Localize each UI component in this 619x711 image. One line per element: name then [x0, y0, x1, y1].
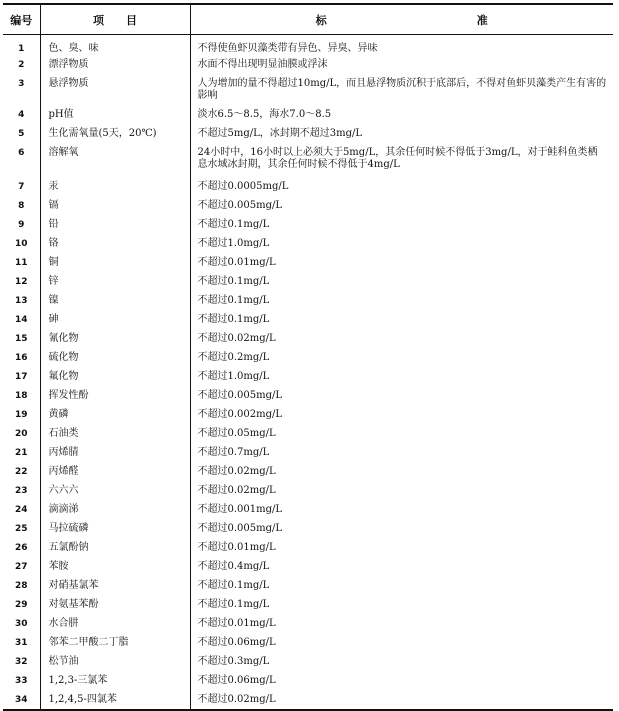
- table-row: [3, 105, 613, 124]
- row-item: 1,2,4,5-四氯苯: [40, 690, 190, 710]
- row-item: 铅: [40, 215, 190, 234]
- table-row: [3, 234, 613, 253]
- row-standard: 不超过0.005mg/L: [190, 196, 613, 215]
- row-standard: 不超过0.005mg/L: [190, 519, 613, 538]
- row-standard: 不超过0.01mg/L: [190, 253, 613, 272]
- row-item: 五氯酚钠: [40, 538, 190, 557]
- row-item: 铜: [40, 253, 190, 272]
- row-item: 对硝基氯苯: [40, 576, 190, 595]
- row-number: 15: [14, 334, 28, 344]
- table-row: [3, 614, 613, 633]
- table-row: [3, 462, 613, 481]
- table-row: [3, 329, 613, 348]
- row-number: 21: [14, 448, 28, 458]
- row-item: 镍: [40, 291, 190, 310]
- row-number: 8: [18, 201, 25, 211]
- row-item: 镉: [40, 196, 190, 215]
- table-row: [3, 386, 613, 405]
- row-standard: 不超过0.02mg/L: [190, 481, 613, 500]
- row-item: 生化需氧量(5天，20℃): [40, 124, 190, 143]
- row-item: 丙烯醛: [40, 462, 190, 481]
- table-row: [3, 143, 613, 177]
- row-number: 28: [14, 581, 28, 591]
- row-number: 29: [14, 600, 28, 610]
- row-standard: 不超过0.02mg/L: [190, 329, 613, 348]
- row-number: 34: [14, 695, 28, 705]
- row-number: 4: [18, 110, 25, 120]
- row-item: 氟化物: [40, 367, 190, 386]
- row-number: 1: [18, 44, 25, 54]
- row-item: 砷: [40, 310, 190, 329]
- row-number: 30: [14, 619, 28, 629]
- row-number: 14: [14, 315, 28, 325]
- table-row: [3, 519, 613, 538]
- row-standard: 不超过0.002mg/L: [190, 405, 613, 424]
- row-number: 24: [14, 505, 28, 515]
- table-row: [3, 481, 613, 500]
- row-number: 25: [14, 524, 28, 534]
- row-item: 马拉硫磷: [40, 519, 190, 538]
- table-row: [3, 538, 613, 557]
- table-row: [3, 35, 613, 56]
- table-row: [3, 348, 613, 367]
- row-standard: 不超过0.1mg/L: [190, 310, 613, 329]
- table-row: [3, 557, 613, 576]
- row-item: 氰化物: [40, 329, 190, 348]
- table-row: [3, 652, 613, 671]
- row-number: 5: [18, 129, 25, 139]
- row-item: pH值: [40, 105, 190, 124]
- row-standard: 不超过0.06mg/L: [190, 633, 613, 652]
- row-item: 黄磷: [40, 405, 190, 424]
- row-standard: 24小时中，16小时以上必须大于5mg/L，其余任何时候不得低于3mg/L，对于鲑科鱼类栖息水域冰封期，其余任何时候不得低于4mg/L: [190, 143, 613, 177]
- row-item: 挥发性酚: [40, 386, 190, 405]
- table-row: [3, 291, 613, 310]
- row-item: 锌: [40, 272, 190, 291]
- row-item: 漂浮物质: [40, 55, 190, 74]
- standards-table-wrapper: [3, 3, 613, 711]
- row-item: 石油类: [40, 424, 190, 443]
- row-standard: 不超过0.001mg/L: [190, 500, 613, 519]
- header-row: [3, 4, 613, 35]
- table-row: [3, 690, 613, 710]
- table-row: [3, 55, 613, 74]
- header-standard-right: 准: [476, 13, 488, 27]
- row-standard: 淡水6.5～8.5，海水7.0～8.5: [190, 105, 613, 124]
- row-number: 3: [18, 79, 25, 89]
- row-number: 23: [14, 486, 28, 496]
- row-item: 松节油: [40, 652, 190, 671]
- row-number: 11: [14, 258, 28, 268]
- row-standard: 不超过0.4mg/L: [190, 557, 613, 576]
- row-item: 溶解氧: [40, 143, 190, 177]
- row-number: 33: [14, 676, 28, 686]
- table-row: [3, 576, 613, 595]
- table-row: [3, 196, 613, 215]
- row-number: 26: [14, 543, 28, 553]
- row-number: 9: [18, 220, 25, 230]
- row-item: 滴滴涕: [40, 500, 190, 519]
- row-item: 铬: [40, 234, 190, 253]
- table-row: [3, 215, 613, 234]
- row-item: 水合肼: [40, 614, 190, 633]
- row-number: 31: [14, 638, 28, 648]
- row-standard: 不超过0.1mg/L: [190, 576, 613, 595]
- row-standard: 不超过0.005mg/L: [190, 386, 613, 405]
- row-standard: 不超过0.1mg/L: [190, 595, 613, 614]
- table-row: [3, 310, 613, 329]
- row-number: 18: [14, 391, 28, 401]
- header-standard: [190, 4, 613, 35]
- row-standard: 人为增加的量不得超过10mg/L，而且悬浮物质沉积于底部后，不得对鱼虾贝藻类产生有害的影响: [190, 74, 613, 105]
- table-row: [3, 124, 613, 143]
- row-number: 22: [14, 467, 28, 477]
- table-row: [3, 443, 613, 462]
- table-row: [3, 671, 613, 690]
- row-standard: 不超过0.0005mg/L: [190, 177, 613, 196]
- row-number: 6: [18, 148, 25, 158]
- row-number: 19: [14, 410, 28, 420]
- row-standard: 不超过0.2mg/L: [190, 348, 613, 367]
- row-standard: 不超过0.01mg/L: [190, 614, 613, 633]
- row-standard: 不超过1.0mg/L: [190, 234, 613, 253]
- row-standard: 不超过0.05mg/L: [190, 424, 613, 443]
- table-row: [3, 405, 613, 424]
- row-number: 27: [14, 562, 28, 572]
- row-number: 20: [14, 429, 28, 439]
- row-standard: 不得使鱼虾贝藻类带有异色、异臭、异味: [190, 35, 613, 56]
- table-row: [3, 253, 613, 272]
- row-item: 悬浮物质: [40, 74, 190, 105]
- row-item: 六六六: [40, 481, 190, 500]
- table-row: [3, 367, 613, 386]
- table-body: [3, 35, 613, 711]
- header-item: 项 目: [40, 4, 190, 35]
- row-item: 邻苯二甲酸二丁脂: [40, 633, 190, 652]
- row-item: 色、臭、味: [40, 35, 190, 56]
- row-item: 硫化物: [40, 348, 190, 367]
- table-row: [3, 595, 613, 614]
- row-standard: 不超过0.3mg/L: [190, 652, 613, 671]
- row-standard: 不超过0.06mg/L: [190, 671, 613, 690]
- row-item: 对氨基苯酚: [40, 595, 190, 614]
- row-item: 1,2,3-三氯苯: [40, 671, 190, 690]
- row-number: 7: [18, 182, 25, 192]
- row-item: 丙烯腈: [40, 443, 190, 462]
- row-standard: 不超过0.7mg/L: [190, 443, 613, 462]
- row-number: 13: [14, 296, 28, 306]
- row-number: 17: [14, 372, 28, 382]
- row-standard: 不超过5mg/L，冰封期不超过3mg/L: [190, 124, 613, 143]
- row-number: 16: [14, 353, 28, 363]
- row-item: 汞: [40, 177, 190, 196]
- row-standard: 不超过0.1mg/L: [190, 291, 613, 310]
- header-standard-left: 标: [315, 13, 327, 27]
- row-number: 10: [14, 239, 28, 249]
- row-standard: 不超过1.0mg/L: [190, 367, 613, 386]
- water-quality-standards-table: [3, 3, 613, 711]
- row-number: 12: [14, 277, 28, 287]
- header-number: 编号: [3, 4, 40, 35]
- row-number: 32: [14, 657, 28, 667]
- table-row: [3, 74, 613, 105]
- table-row: [3, 272, 613, 291]
- row-standard: 不超过0.1mg/L: [190, 272, 613, 291]
- row-item: 苯胺: [40, 557, 190, 576]
- table-row: [3, 633, 613, 652]
- row-standard: 不超过0.02mg/L: [190, 462, 613, 481]
- row-standard: 不超过0.01mg/L: [190, 538, 613, 557]
- row-standard: 不超过0.1mg/L: [190, 215, 613, 234]
- table-row: [3, 424, 613, 443]
- row-standard: 水面不得出现明显油膜或浮沫: [190, 55, 613, 74]
- table-row: [3, 500, 613, 519]
- row-standard: 不超过0.02mg/L: [190, 690, 613, 710]
- table-header: [3, 4, 613, 35]
- table-row: [3, 177, 613, 196]
- row-number: 2: [18, 60, 25, 70]
